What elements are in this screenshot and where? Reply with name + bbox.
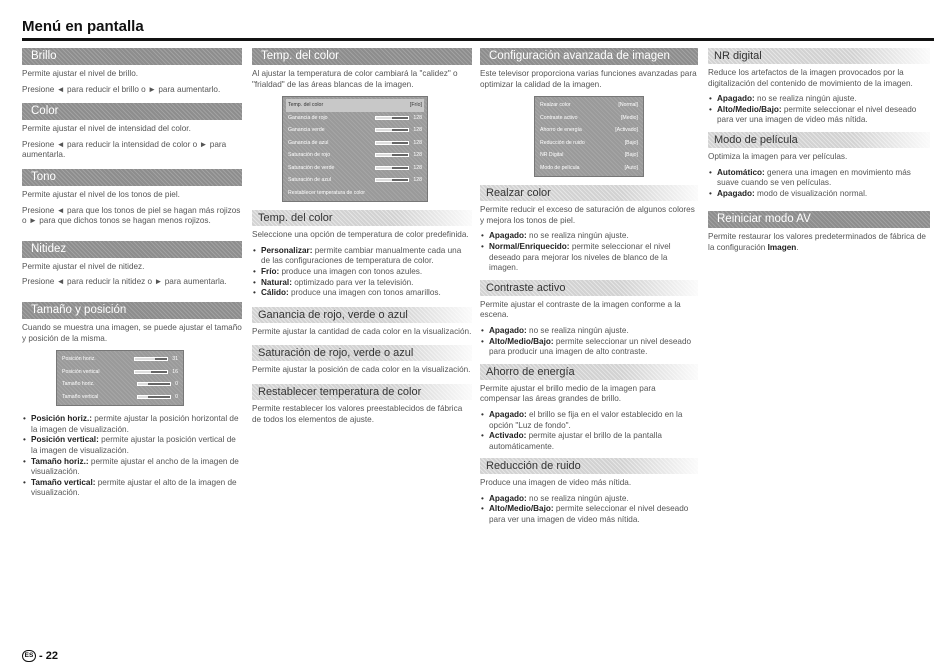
section-header-realzar: Realzar color — [480, 185, 698, 201]
menu-row-value: 128 — [413, 177, 422, 184]
temp-color-bullets — [252, 246, 472, 299]
list-item: • Tamaño horiz.: permite ajustar el ancho de la imagen de visualización. — [22, 457, 242, 478]
menu-row-label: Saturación de azul — [288, 177, 331, 184]
menu-row-value: 16 — [172, 368, 178, 375]
menu-row-label: Posición horiz. — [62, 356, 96, 363]
menu-row-value: 128 — [413, 164, 422, 171]
ganancia-desc: Permite ajustar la cantidad de cada color en la visualización. — [252, 326, 472, 336]
saturacion-desc: Permite ajustar la posición de cada color en la visualización. — [252, 365, 471, 375]
list-item: • Natural: optimizado para ver la televisión. — [252, 278, 472, 289]
column-2 — [252, 48, 472, 430]
slider-bar — [375, 178, 409, 182]
page-footer — [22, 650, 58, 662]
reduccion-bullets — [480, 494, 698, 526]
list-item: • Apagado: no se realiza ningún ajuste. — [480, 326, 698, 337]
menu-row-label: Ganancia de azul — [288, 139, 329, 146]
modo-pelicula-desc: Optimiza la imagen para ver películas. — [708, 151, 848, 161]
list-item: • Activado: permite ajustar el brillo de la pantalla automáticamente. — [480, 431, 698, 452]
slider-bar — [137, 395, 171, 399]
list-item: • Apagado: no se realiza ningún ajuste. — [480, 494, 698, 505]
list-item: • Apagado: el brillo se fija en el valor establecido en la opción "Luz de fondo". — [480, 410, 698, 431]
list-item: • Normal/Enriquecido: permite seleccionar el nivel deseado para mejorar los niveles de blanco de la imagen. — [480, 242, 698, 274]
column-4 — [708, 48, 930, 259]
menu-row-label: Ganancia verde — [288, 127, 325, 134]
list-item: • Cálido: produce una imagen con tonos amarillos. — [252, 288, 472, 299]
section-header-saturacion: Saturación de rojo, verde o azul — [252, 345, 472, 361]
menu-row — [286, 112, 424, 125]
nr-digital-bullets — [708, 94, 930, 126]
realzar-bullets — [480, 231, 698, 273]
slider-bar — [375, 141, 409, 145]
menu-row-label: Saturación de rojo — [288, 152, 331, 159]
reduccion-desc: Produce una imagen de video más nítida. — [480, 478, 632, 488]
list-item: • Personalizar: permite cambiar manualmente cada una de las configuraciones de temperatura de color. — [252, 246, 472, 267]
color-desc: Permite ajustar el nivel de intensidad del color. — [22, 124, 191, 134]
section-header-restablecer: Restablecer temperatura de color — [252, 384, 472, 400]
menu-row-selected: Temp. del color [Frío] — [286, 99, 424, 112]
menu-row — [286, 187, 424, 200]
menu-row-value: 31 — [172, 356, 178, 363]
config-avanzada-desc: Este televisor proporciona varias funciones avanzadas para optimizar la calidad de la imagen. — [480, 69, 697, 89]
brillo-desc: Permite ajustar el nivel de brillo. — [22, 69, 139, 78]
config-menu-screenshot — [534, 96, 644, 177]
section-header-tamano: Tamaño y posición — [22, 302, 242, 319]
page-number: - 22 — [39, 650, 58, 662]
section-header-nr-digital: NR digital — [708, 48, 930, 64]
slider-bar — [375, 128, 409, 132]
menu-row-label: Posición vertical — [62, 368, 100, 375]
list-item: • Apagado: modo de visualización normal. — [708, 189, 930, 200]
menu-row: NR Digital [Bajo] — [540, 152, 638, 159]
menu-row-value: 0 — [175, 381, 178, 388]
menu-row — [286, 149, 424, 162]
realzar-desc: Permite reducir el exceso de saturación de algunos colores y mejora los tonos de piel. — [480, 205, 695, 225]
section-header-nitidez: Nitidez — [22, 241, 242, 258]
column-3 — [480, 48, 698, 531]
menu-row — [60, 353, 180, 366]
menu-row-value: 128 — [413, 127, 422, 134]
menu-row — [286, 124, 424, 137]
list-item: • Tamaño vertical: permite ajustar el alto de la imagen de visualización. — [22, 478, 242, 499]
menu-row-label: Tamaño horiz. — [62, 381, 95, 388]
menu-row — [286, 162, 424, 175]
menu-row — [286, 137, 424, 150]
list-item: • Alto/Medio/Bajo: permite seleccionar el nivel deseado para ver una imagen de video más nítida. — [480, 504, 698, 525]
tamano-menu-screenshot — [56, 350, 184, 406]
menu-row — [60, 391, 180, 404]
title-rule — [22, 38, 934, 41]
section-header-ganancia: Ganancia de rojo, verde o azul — [252, 307, 472, 323]
list-item: • Apagado: no se realiza ningún ajuste. — [480, 231, 698, 242]
slider-bar — [137, 382, 171, 386]
menu-row-label: Tamaño vertical — [62, 393, 99, 400]
list-item: • Apagado: no se realiza ningún ajuste. — [708, 94, 930, 105]
list-item: • Automático: genera una imagen en movimiento más suave cuando se ven películas. — [708, 168, 930, 189]
slider-bar — [375, 116, 409, 120]
list-item: • Posición horiz.: permite ajustar la posición horizontal de la imagen de visualización. — [22, 414, 242, 435]
section-header-temp-color: Temp. del color — [252, 48, 472, 65]
menu-row-value: 128 — [413, 139, 422, 146]
nr-digital-desc: Reduce los artefactos de la imagen provocados por la digitalización del contenido de movimiento de la imagen. — [708, 68, 913, 88]
contraste-bullets — [480, 326, 698, 358]
tamano-desc: Cuando se muestra una imagen, se puede ajustar el tamaño y posición de la misma. — [22, 322, 242, 343]
slider-bar — [375, 166, 409, 170]
list-item: • Frío: produce una imagen con tonos azules. — [252, 267, 472, 278]
modo-pelicula-bullets — [708, 168, 930, 200]
tamano-bullets — [22, 414, 242, 499]
list-item: • Alto/Medio/Bajo: permite seleccionar el nivel deseado para ver una imagen de video más nítida. — [708, 105, 930, 126]
section-header-temp-color-2: Temp. del color — [252, 210, 472, 226]
contraste-desc: Permite ajustar el contraste de la imagen conforme a la escena. — [480, 299, 681, 320]
page-title: Menú en pantalla — [22, 18, 144, 35]
ahorro-bullets — [480, 410, 698, 452]
section-header-tono: Tono — [22, 169, 242, 186]
tono-desc: Permite ajustar el nivel de los tonos de piel. — [22, 189, 180, 199]
nitidez-instructions: Presione ◄ para reducir la nitidez o ► para aumentarla. — [22, 277, 227, 287]
color-instructions: Presione ◄ para reducir la intensidad de color o ► para aumentarla. — [22, 139, 227, 160]
menu-row: Modo de película [Auto] — [540, 164, 638, 171]
reiniciar-av-desc: Permite restaurar los valores predeterminados de fábrica de la configuración Imagen. — [708, 232, 926, 252]
temp-color-menu-screenshot — [282, 96, 428, 202]
menu-row-value: 128 — [413, 114, 422, 121]
menu-row-label: Saturación de verde — [288, 164, 335, 171]
menu-row: Realzar color [Normal] — [540, 102, 638, 109]
menu-row-label: Restablecer temperatura de color — [288, 189, 365, 196]
restablecer-desc: Permite restablecer los valores preestablecidos de fábrica de todos los elementos de ajuste. — [252, 403, 463, 424]
list-item: • Alto/Medio/Bajo: permite seleccionar un nivel deseado para producir una imagen de alto contraste. — [480, 337, 698, 358]
menu-row-value: 128 — [413, 152, 422, 159]
temp-color-desc: Al ajustar la temperatura de color cambiará la "calidez" o "frialdad" de las áreas blancas de la imagen. — [252, 69, 458, 89]
list-item: • Posición vertical: permite ajustar la posición vertical de la imagen de visualización. — [22, 435, 242, 456]
language-es-icon: ES — [22, 650, 36, 662]
menu-row-label: Ganancia de rojo — [288, 114, 328, 121]
nitidez-desc: Permite ajustar el nivel de nitidez. — [22, 261, 145, 271]
menu-row-value: 0 — [175, 393, 178, 400]
section-header-ahorro: Ahorro de energía — [480, 364, 698, 380]
slider-bar — [134, 370, 168, 374]
section-header-contraste: Contraste activo — [480, 280, 698, 296]
brillo-instructions: Presione ◄ para reducir el brillo o ► para aumentarlo. — [22, 84, 221, 94]
slider-bar — [134, 357, 168, 361]
section-header-modo-pelicula: Modo de película — [708, 132, 930, 148]
column-1 — [22, 48, 242, 504]
section-header-brillo: Brillo — [22, 48, 242, 65]
menu-row: Contraste activo [Medio] — [540, 114, 638, 121]
menu-row — [60, 378, 180, 391]
section-header-config-avanzada: Configuración avanzada de imagen — [480, 48, 698, 65]
menu-row: Ahorro de energía [Activado] — [540, 127, 638, 134]
slider-bar — [375, 153, 409, 157]
tono-instructions: Presione ◄ para que los tonos de piel se hagan más rojizos o ► para que dichos tonos se hagan menos rojizos. — [22, 205, 241, 226]
menu-row — [286, 174, 424, 187]
section-header-reiniciar-av: Reiniciar modo AV — [708, 211, 930, 228]
menu-row: Reducción de ruido [Bajo] — [540, 139, 638, 146]
ahorro-desc: Permite ajustar el brillo medio de la imagen para compensar las áreas grandes de brillo. — [480, 383, 656, 404]
temp-color-2-desc: Seleccione una opción de temperatura de color predefinida. — [252, 230, 469, 240]
menu-row — [60, 366, 180, 379]
section-header-color: Color — [22, 103, 242, 120]
section-header-reduccion: Reducción de ruido — [480, 458, 698, 474]
